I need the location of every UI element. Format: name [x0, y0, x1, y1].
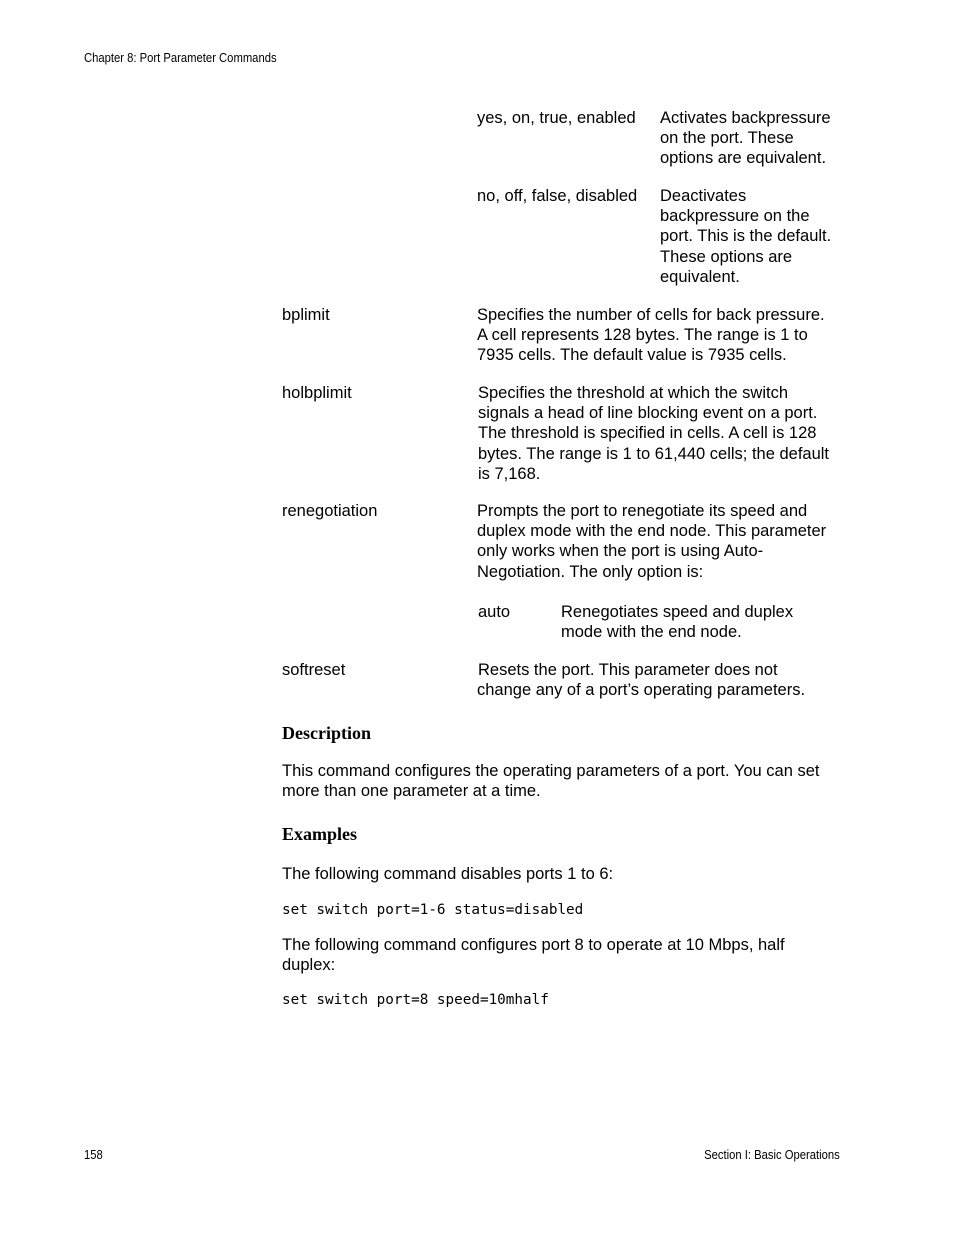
- param-desc-softreset: Resets the port. This parameter does not change any of a port’s operating parameters.: [477, 661, 806, 700]
- param-desc-renegotiation: Prompts the port to renegotiate its speed and duplex mode with the end node. This parameter only works when the port is using Auto- Negotiation. The only option is:: [477, 502, 827, 581]
- option-desc-disabled: Deactivates backpressure on the port. This is the default. These options are equivalent.: [660, 187, 832, 286]
- page-number: 158: [84, 1148, 103, 1162]
- option-value-enabled: yes, on, true, enabled: [477, 109, 636, 127]
- option-value-disabled: no, off, false, disabled: [477, 187, 638, 205]
- option-value-auto: auto: [478, 603, 511, 621]
- param-desc-holbplimit: Specifies the threshold at which the switch signals a head of line blocking event on a port. The threshold is specified in cells. A cell is 128 bytes. The range is 1 to 61,440 cells; the default is 7,168.: [478, 384, 830, 483]
- option-desc-auto: Renegotiates speed and duplex mode with the end node.: [561, 603, 794, 642]
- description-heading: Description: [282, 723, 371, 743]
- running-header: Chapter 8: Port Parameter Commands: [84, 51, 277, 65]
- param-name-bplimit: bplimit: [282, 306, 330, 324]
- example-code-1: set switch port=1-6 status=disabled: [282, 902, 584, 918]
- param-desc-bplimit: Specifies the number of cells for back pressure. A cell represents 128 bytes. The range is 1 to 7935 cells. The default value is 7935 cells.: [477, 306, 825, 365]
- example-code-2: set switch port=8 speed=10mhalf: [282, 992, 549, 1008]
- param-name-softreset: softreset: [282, 661, 346, 679]
- section-footer: Section I: Basic Operations: [704, 1148, 840, 1162]
- examples-heading: Examples: [282, 824, 358, 844]
- option-desc-enabled: Activates backpressure on the port. These options are equivalent.: [660, 109, 831, 168]
- param-name-renegotiation: renegotiation: [282, 502, 378, 520]
- example-intro-2: The following command configures port 8 to operate at 10 Mbps, half duplex:: [282, 936, 785, 975]
- param-name-holbplimit: holbplimit: [282, 384, 352, 402]
- example-intro-1: The following command disables ports 1 to 6:: [282, 865, 614, 883]
- description-body: This command configures the operating parameters of a port. You can set more than one parameter at a time.: [282, 762, 820, 801]
